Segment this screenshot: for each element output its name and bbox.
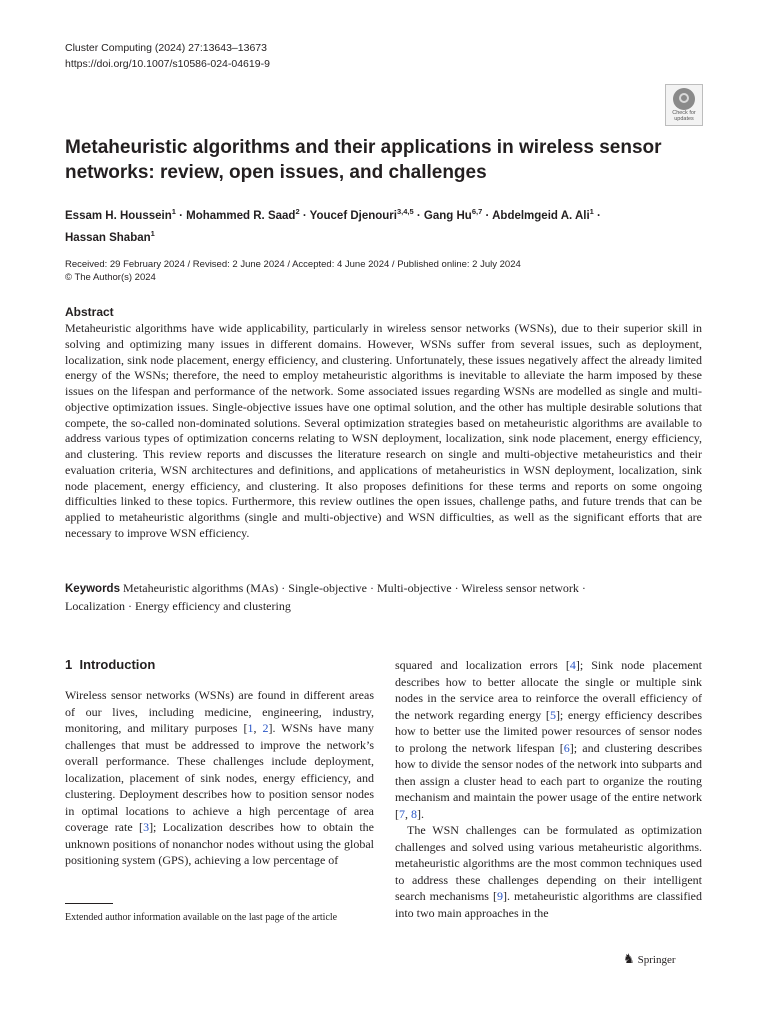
check-updates-line2: updates [674, 116, 694, 122]
citation-link[interactable]: 3 [143, 820, 150, 834]
section-heading [65, 657, 155, 672]
keyword: Metaheuristic algorithms (MAs) [122, 581, 279, 595]
citation-link[interactable]: 5 [549, 707, 556, 722]
author-name[interactable]: Abdelmgeid A. Ali [492, 209, 590, 222]
body-text: ]; and clustering describes how to divide the sensor nodes of the network into subparts and then assign a cluster head to each part to organize the routing mechanism and maintain the power usage of the entire network [ [395, 740, 702, 821]
footnote-rule [65, 903, 113, 904]
author-affiliation: 1 [150, 228, 155, 238]
body-text: ]. WSNs have many challenges that must be addressed to improve the network’s overall performance. These challenges include deployment, localization, placement of sink nodes, energy efficiency, and clustering. Deployment describes how to position sensor nodes in optimal locations to achieve a high percentage of area coverage rate [ [65, 721, 374, 834]
section-number: 1 [65, 657, 73, 672]
author-affiliation: 1 [589, 207, 594, 216]
author-affiliation: 3,4,5 [396, 207, 414, 216]
abstract-text: Metaheuristic algorithms have wide applicability, particularly in wireless sensor networks (WSNs), due to their superior skill in solving and optimizing many issues in different domains. However, WSNs suffer from several issues, such as deployment, localization, sink node placement, energy efficiency, and clustering. Unfortunately, these issues negatively affect the already limited energy of the WSNs; therefore, the need to employ metaheuristic algorithms is inevitable to alleviate the harm imposed by these issues on the lifespan and performance of the network. Some associated issues regarding WSNs are modelled as single and multi-objective optimization issues. Single-objective issues have one optimal solution, and the other has multiple desirable solutions that compete, the so-called non-dominated solutions. Several optimization strategies based on metaheuristic algorithms are available to address various types of optimization concerns relating to WSN deployment, localization, sink node placement, energy efficiency, and clustering. This review reports and discusses the literature research on single and multi-objective metaheuristics and their evaluation criteria, WSN architectures and definitions, and applications of metaheuristics in WSN deployment, localization, sink node placement, energy efficiency, and clustering. It also proposes definitions for these terms and reports on some ongoing difficulties linked to these topics. Furthermore, this review outlines the open issues, challenge paths, and future trends that can be applied to metaheuristic algorithms (single and multi-objective) and WSN difficulties, as well as the significant efforts that are necessary to improve WSN efficiency. [65, 321, 702, 540]
copyright-notice: © The Author(s) 2024 [65, 272, 156, 283]
keywords-heading: Keywords [65, 583, 120, 595]
author-name[interactable]: Essam H. Houssein [65, 209, 172, 222]
author-separator: · [416, 209, 421, 222]
footnote: Extended author information available on the last page of the article [65, 912, 338, 923]
author-separator: · [302, 209, 307, 222]
body-text: ]; energy efficiency describes how to better use the limited power resources of sensor nodes to prolong the network lifespan [ [395, 707, 702, 755]
publication-history [65, 258, 705, 284]
body-text: The WSN challenges can be formulated as optimization challenges and solved using various metaheuristic algorithms. metaheuristic algorithms are the most common techniques used to address these challenges depending on their intelligent search mechanisms [ [395, 823, 702, 903]
keyword: Localization [65, 598, 125, 613]
citation-link[interactable]: 9 [497, 889, 503, 903]
author-name[interactable]: Youcef Djenouri [309, 209, 397, 222]
abstract-heading: Abstract [65, 305, 114, 319]
body-text: Wireless sensor networks (WSNs) are found in different areas of our lives, including medicine, engineering, industry, monitoring, and military purposes [ [65, 688, 374, 735]
article-title: Metaheuristic algorithms and their applications in wireless sensor networks: review, open issues, and challenges [65, 137, 662, 183]
body-left-column [65, 687, 374, 869]
citation-link[interactable]: 6 [563, 740, 570, 755]
body-text: squared and localization errors [ [395, 658, 570, 672]
body-text: , [253, 721, 263, 735]
section-title: Introduction [79, 657, 156, 672]
author-affiliation: 1 [171, 207, 176, 216]
paragraph [395, 657, 702, 822]
body-text: ]. [417, 806, 424, 821]
paragraph [395, 822, 702, 921]
crossmark-icon [673, 88, 695, 110]
citation-link[interactable]: 2 [262, 721, 269, 735]
publisher-mark [623, 951, 676, 967]
journal-header [65, 40, 270, 72]
body-text: ]; Sink node placement describes how to better allocate the single or multiple sink nodes in the service area to reinforce the overall efficiency of the network regarding energy [ [395, 658, 702, 722]
author-separator: · [597, 209, 601, 222]
author-separator: · [485, 209, 490, 222]
keyword: Multi-objective [376, 581, 452, 595]
history-dates: Received: 29 February 2024 / Revised: 2 June 2024 / Accepted: 4 June 2024 / Published online: 2 July 2024 [65, 259, 521, 270]
keyword: Single-objective [288, 581, 367, 595]
body-text: ]; Localization describes how to obtain the unknown positions of nonanchor nodes without using the global positioning system (GPS), achieving a low percentage of [65, 820, 374, 867]
author-affiliation: 6,7 [471, 207, 483, 216]
author-name[interactable]: Gang Hu [423, 209, 472, 222]
author-name[interactable]: Hassan Shaban [65, 231, 151, 244]
check-updates-line1: Check for [672, 110, 696, 116]
author-list [65, 203, 705, 247]
body-text: , [405, 806, 411, 821]
body-right-column [395, 657, 702, 921]
citation-link[interactable]: 4 [569, 658, 576, 672]
springer-horse-icon: ♞ [623, 951, 635, 966]
keywords: Keywords Metaheuristic algorithms (MAs) · Single-objective · Multi-objective · Wireless sensor network · Localization · Energy efficiency and clustering [65, 581, 586, 613]
citation-link[interactable]: 8 [411, 806, 417, 821]
doi-link[interactable]: https://doi.org/10.1007/s10586-024-04619-9 [65, 58, 270, 70]
citation-link[interactable]: 1 [247, 721, 254, 735]
author-name[interactable]: Mohammed R. Saad [186, 209, 296, 222]
check-for-updates-badge[interactable] [665, 84, 703, 126]
body-text: ]. metaheuristic algorithms are classified into two main approaches in the [395, 889, 702, 920]
keyword: Energy efficiency and clustering [134, 598, 291, 613]
author-affiliation: 2 [295, 207, 300, 216]
publisher-name: Springer [637, 954, 676, 966]
author-separator: · [179, 209, 183, 222]
journal-citation: Cluster Computing (2024) 27:13643–13673 [65, 42, 267, 54]
keyword: Wireless sensor network [461, 581, 579, 595]
citation-link[interactable]: 7 [399, 806, 405, 821]
